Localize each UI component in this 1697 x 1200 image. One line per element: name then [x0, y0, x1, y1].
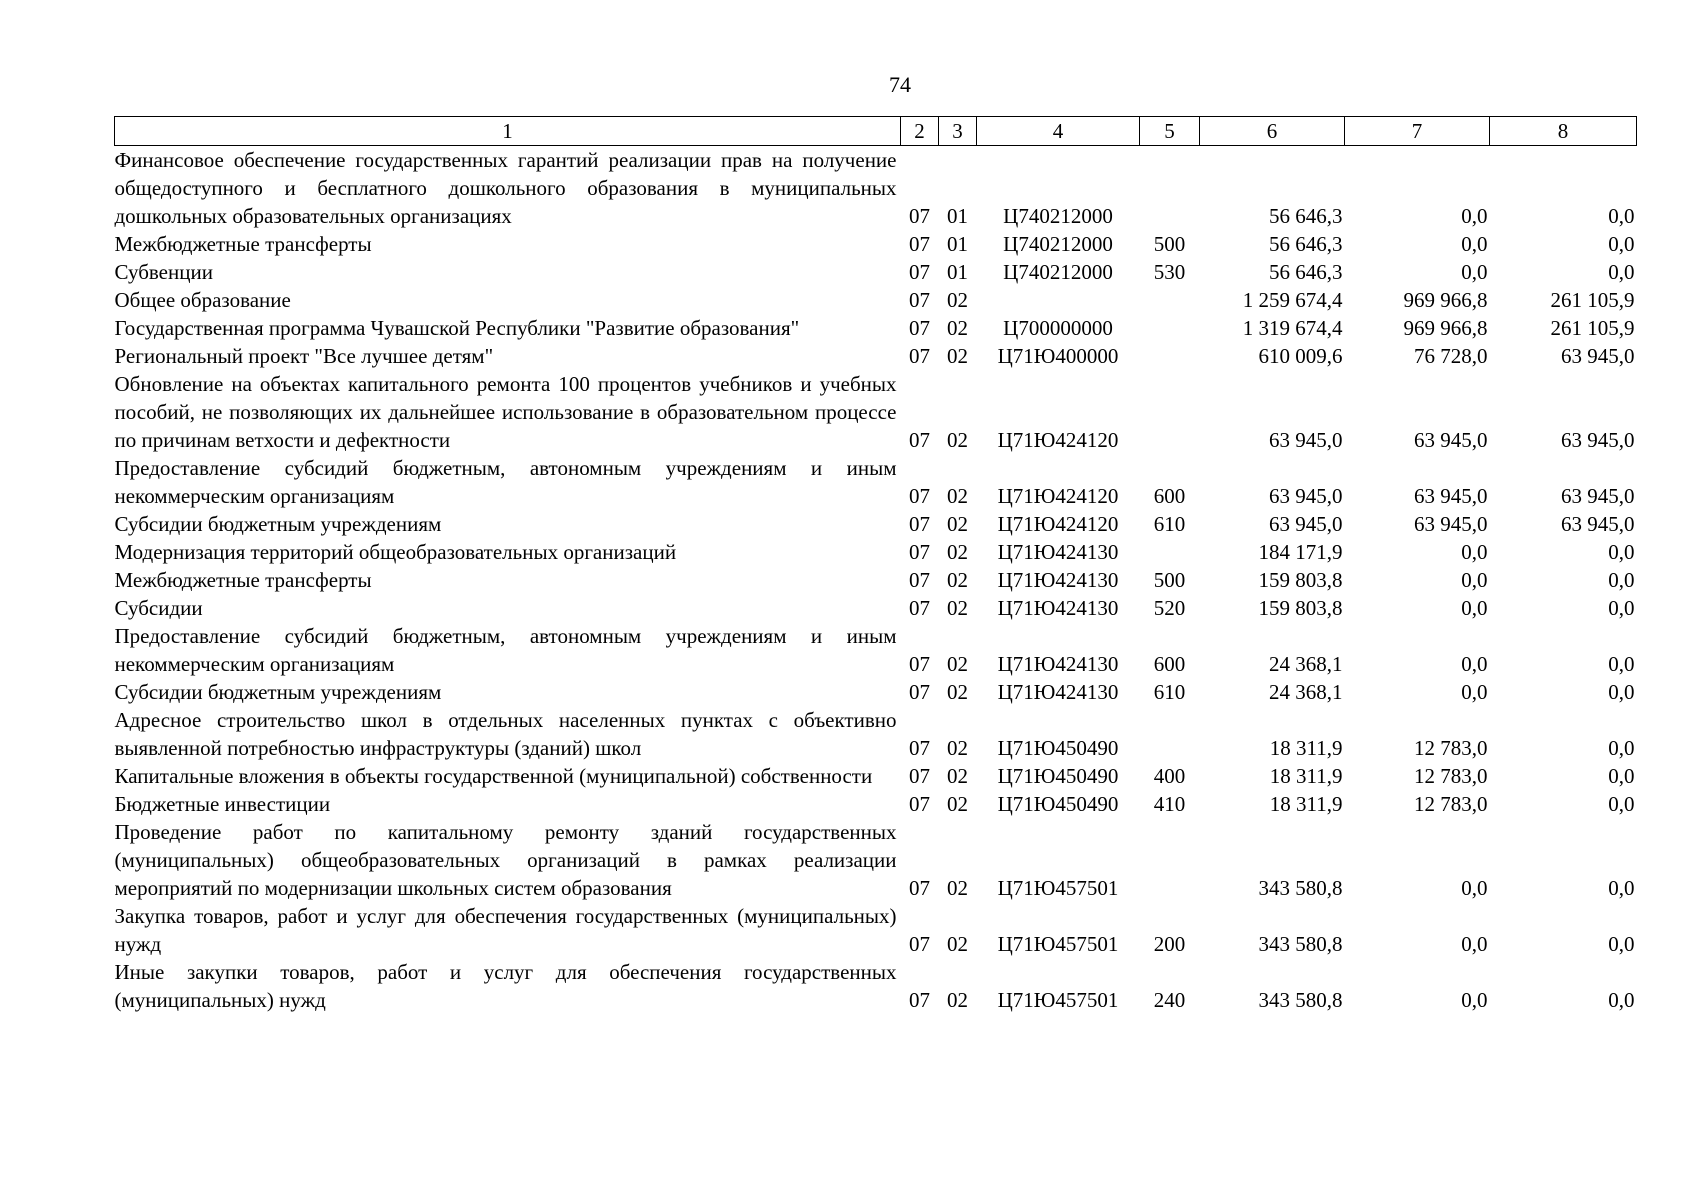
row-section: 07 [909, 596, 930, 620]
row-expense-type [1140, 538, 1200, 566]
row-subsection: 02 [947, 288, 968, 312]
row-name: Государственная программа Чувашской Республики "Развитие образования" [114, 316, 800, 340]
row-section: 07 [909, 792, 930, 816]
row-section: 07 [909, 652, 930, 676]
table-row [115, 790, 1637, 818]
row-amount-3: 0,0 [1608, 652, 1635, 676]
row-amount-2: 12 783,0 [1414, 792, 1488, 816]
row-subsection: 02 [947, 988, 968, 1012]
row-name: Финансовое обеспечение государственных гарантий реализации прав на получение общедоступного и бесплатного дошкольного образования в муниципальных дошкольных образовательных организациях [114, 148, 897, 228]
row-name: Бюджетные инвестиции [114, 792, 331, 816]
row-amount-3: 0,0 [1608, 932, 1635, 956]
row-expense-type [1140, 342, 1200, 370]
row-expense-type: 240 [1153, 988, 1186, 1012]
table-row [115, 286, 1637, 314]
row-amount-1: 18 311,9 [1269, 792, 1343, 816]
row-expense-type: 530 [1153, 260, 1186, 284]
row-expense-type [1140, 706, 1200, 762]
row-expense-type [1140, 146, 1200, 231]
row-section: 07 [909, 316, 930, 340]
row-subsection: 02 [947, 344, 968, 368]
table-row [115, 230, 1637, 258]
row-target-code [977, 286, 1140, 314]
table-row [115, 594, 1637, 622]
row-subsection: 02 [947, 764, 968, 788]
row-amount-2: 12 783,0 [1414, 736, 1488, 760]
row-expense-type: 200 [1153, 932, 1186, 956]
row-amount-2: 63 945,0 [1414, 484, 1488, 508]
row-amount-1: 343 580,8 [1258, 988, 1343, 1012]
row-name: Иные закупки товаров, работ и услуг для обеспечения государственных (муниципальных) нужд [114, 960, 897, 1012]
table-body [115, 146, 1637, 1015]
row-amount-2: 0,0 [1461, 232, 1488, 256]
row-amount-2: 0,0 [1461, 876, 1488, 900]
row-subsection: 02 [947, 652, 968, 676]
row-amount-1: 1 259 674,4 [1242, 288, 1343, 312]
row-target-code: Ц71Ю424130 [997, 652, 1119, 676]
row-amount-1: 24 368,1 [1269, 652, 1343, 676]
row-target-code: Ц71Ю424130 [997, 568, 1119, 592]
row-amount-3: 261 105,9 [1550, 316, 1635, 340]
row-subsection: 02 [947, 568, 968, 592]
table-row [115, 146, 1637, 231]
row-expense-type: 500 [1153, 232, 1186, 256]
row-amount-3: 0,0 [1608, 568, 1635, 592]
row-expense-type [1140, 370, 1200, 454]
row-section: 07 [909, 512, 930, 536]
row-subsection: 02 [947, 428, 968, 452]
row-target-code: Ц71Ю400000 [997, 344, 1119, 368]
table-row [115, 958, 1637, 1014]
row-target-code: Ц71Ю457501 [997, 932, 1119, 956]
row-amount-3: 63 945,0 [1561, 428, 1635, 452]
row-expense-type: 500 [1153, 568, 1186, 592]
row-expense-type [1140, 286, 1200, 314]
row-amount-2: 0,0 [1461, 540, 1488, 564]
row-name: Субвенции [114, 260, 213, 284]
budget-table [114, 116, 1637, 1014]
row-section: 07 [909, 932, 930, 956]
row-name: Предоставление субсидий бюджетным, автономным учреждениям и иным некоммерческим организациям [114, 624, 897, 676]
row-section: 07 [909, 260, 930, 284]
row-section: 07 [909, 484, 930, 508]
row-section: 07 [909, 540, 930, 564]
row-name: Межбюджетные трансферты [114, 232, 372, 256]
row-section: 07 [909, 988, 930, 1012]
row-subsection: 02 [947, 484, 968, 508]
table-row [115, 706, 1637, 762]
row-amount-1: 343 580,8 [1258, 932, 1343, 956]
row-name: Капитальные вложения в объекты государственной (муниципальной) собственности [114, 764, 873, 788]
row-subsection: 02 [947, 596, 968, 620]
row-subsection: 01 [947, 260, 968, 284]
row-subsection: 02 [947, 316, 968, 340]
row-amount-1: 56 646,3 [1269, 204, 1343, 228]
row-amount-3: 0,0 [1608, 260, 1635, 284]
row-target-code: Ц71Ю450490 [997, 736, 1119, 760]
row-amount-3: 0,0 [1608, 204, 1635, 228]
table-header [115, 117, 1637, 146]
row-amount-1: 63 945,0 [1269, 428, 1343, 452]
row-target-code: Ц71Ю450490 [997, 764, 1119, 788]
row-name: Обновление на объектах капитального ремонта 100 процентов учебников и учебных пособий, не позволяющих их дальнейшее использование в образовательном процессе по причинам ветхости и дефектности [114, 372, 897, 452]
row-section: 07 [909, 568, 930, 592]
row-name: Адресное строительство школ в отдельных населенных пунктах с объективно выявленной потребностью инфраструктуры (зданий) школ [114, 708, 897, 760]
page-number-text: 74 [889, 72, 911, 97]
row-amount-3: 0,0 [1608, 876, 1635, 900]
row-target-code: Ц700000000 [1003, 316, 1113, 340]
row-expense-type: 520 [1153, 596, 1186, 620]
row-name: Субсидии бюджетным учреждениям [114, 512, 442, 536]
row-amount-2: 63 945,0 [1414, 428, 1488, 452]
table-row [115, 454, 1637, 510]
row-amount-2: 76 728,0 [1414, 344, 1488, 368]
row-name: Межбюджетные трансферты [114, 568, 372, 592]
row-subsection: 01 [947, 204, 968, 228]
header-col-6: 6 [1200, 117, 1345, 146]
table-row [115, 342, 1637, 370]
row-amount-1: 18 311,9 [1269, 736, 1343, 760]
row-target-code: Ц71Ю424130 [997, 540, 1119, 564]
row-amount-3: 261 105,9 [1550, 288, 1635, 312]
table-row [115, 538, 1637, 566]
row-section: 07 [909, 764, 930, 788]
table-row [115, 370, 1637, 454]
row-amount-3: 0,0 [1608, 764, 1635, 788]
header-col-3: 3 [939, 117, 977, 146]
table-row [115, 510, 1637, 538]
row-amount-2: 63 945,0 [1414, 512, 1488, 536]
row-subsection: 02 [947, 512, 968, 536]
row-subsection: 02 [947, 876, 968, 900]
budget-document [114, 116, 1636, 1014]
row-amount-3: 0,0 [1608, 792, 1635, 816]
row-name: Модернизация территорий общеобразовательных организаций [114, 540, 677, 564]
header-col-8: 8 [1490, 117, 1637, 146]
row-amount-2: 0,0 [1461, 596, 1488, 620]
row-subsection: 02 [947, 932, 968, 956]
row-target-code: Ц71Ю450490 [997, 792, 1119, 816]
row-target-code: Ц740212000 [1003, 232, 1113, 256]
page-number [0, 72, 1697, 98]
table-row [115, 314, 1637, 342]
row-amount-2: 12 783,0 [1414, 764, 1488, 788]
row-amount-2: 969 966,8 [1403, 288, 1488, 312]
header-col-5: 5 [1140, 117, 1200, 146]
row-amount-2: 0,0 [1461, 932, 1488, 956]
row-name: Субсидии [114, 596, 203, 620]
row-name: Региональный проект "Все лучшее детям" [114, 344, 494, 368]
table-row [115, 902, 1637, 958]
row-target-code: Ц71Ю424120 [997, 484, 1119, 508]
row-amount-1: 24 368,1 [1269, 680, 1343, 704]
row-expense-type: 410 [1153, 792, 1186, 816]
row-name: Предоставление субсидий бюджетным, автономным учреждениям и иным некоммерческим организациям [114, 456, 897, 508]
table-row [115, 566, 1637, 594]
row-amount-1: 56 646,3 [1269, 260, 1343, 284]
table-row [115, 622, 1637, 678]
row-target-code: Ц740212000 [1003, 204, 1113, 228]
row-expense-type: 610 [1153, 680, 1186, 704]
row-name: Закупка товаров, работ и услуг для обеспечения государственных (муниципальных) нужд [114, 904, 897, 956]
header-row [115, 117, 1637, 146]
row-subsection: 02 [947, 540, 968, 564]
row-amount-1: 610 009,6 [1258, 344, 1343, 368]
row-expense-type: 610 [1153, 512, 1186, 536]
row-amount-3: 63 945,0 [1561, 344, 1635, 368]
row-amount-3: 0,0 [1608, 988, 1635, 1012]
row-expense-type [1140, 314, 1200, 342]
row-amount-3: 63 945,0 [1561, 484, 1635, 508]
row-section: 07 [909, 204, 930, 228]
row-amount-2: 0,0 [1461, 680, 1488, 704]
row-amount-3: 0,0 [1608, 736, 1635, 760]
row-name: Общее образование [114, 288, 291, 312]
row-amount-2: 0,0 [1461, 568, 1488, 592]
row-expense-type: 600 [1153, 484, 1186, 508]
table-row [115, 258, 1637, 286]
row-amount-1: 56 646,3 [1269, 232, 1343, 256]
row-amount-3: 63 945,0 [1561, 512, 1635, 536]
row-amount-1: 63 945,0 [1269, 512, 1343, 536]
header-col-7: 7 [1345, 117, 1490, 146]
row-target-code: Ц71Ю424120 [997, 428, 1119, 452]
row-target-code: Ц740212000 [1003, 260, 1113, 284]
row-amount-3: 0,0 [1608, 232, 1635, 256]
row-subsection: 02 [947, 680, 968, 704]
row-section: 07 [909, 288, 930, 312]
row-section: 07 [909, 736, 930, 760]
table-row [115, 762, 1637, 790]
row-target-code: Ц71Ю424130 [997, 596, 1119, 620]
row-subsection: 02 [947, 792, 968, 816]
row-expense-type: 600 [1153, 652, 1186, 676]
row-section: 07 [909, 680, 930, 704]
row-section: 07 [909, 876, 930, 900]
row-expense-type [1140, 818, 1200, 902]
row-amount-1: 1 319 674,4 [1242, 316, 1343, 340]
table-row [115, 818, 1637, 902]
row-amount-2: 969 966,8 [1403, 316, 1488, 340]
header-col-2: 2 [901, 117, 939, 146]
row-subsection: 01 [947, 232, 968, 256]
row-section: 07 [909, 344, 930, 368]
row-name: Проведение работ по капитальному ремонту зданий государственных (муниципальных) общеобразовательных организаций в рамках реализации мероприятий по модернизации школьных систем образования [114, 820, 897, 900]
row-amount-2: 0,0 [1461, 652, 1488, 676]
row-amount-2: 0,0 [1461, 260, 1488, 284]
row-expense-type: 400 [1153, 764, 1186, 788]
row-target-code: Ц71Ю457501 [997, 988, 1119, 1012]
row-amount-1: 63 945,0 [1269, 484, 1343, 508]
row-amount-3: 0,0 [1608, 596, 1635, 620]
table-row [115, 678, 1637, 706]
row-amount-1: 184 171,9 [1258, 540, 1343, 564]
row-section: 07 [909, 428, 930, 452]
row-amount-3: 0,0 [1608, 680, 1635, 704]
row-amount-2: 0,0 [1461, 204, 1488, 228]
row-section: 07 [909, 232, 930, 256]
row-amount-1: 343 580,8 [1258, 876, 1343, 900]
row-amount-1: 159 803,8 [1258, 596, 1343, 620]
row-target-code: Ц71Ю424120 [997, 512, 1119, 536]
row-subsection: 02 [947, 736, 968, 760]
row-name: Субсидии бюджетным учреждениям [114, 680, 442, 704]
row-amount-3: 0,0 [1608, 540, 1635, 564]
row-target-code: Ц71Ю424130 [997, 680, 1119, 704]
header-col-1: 1 [115, 117, 901, 146]
row-amount-2: 0,0 [1461, 988, 1488, 1012]
header-col-4: 4 [977, 117, 1140, 146]
row-amount-1: 159 803,8 [1258, 568, 1343, 592]
row-target-code: Ц71Ю457501 [997, 876, 1119, 900]
row-amount-1: 18 311,9 [1269, 764, 1343, 788]
